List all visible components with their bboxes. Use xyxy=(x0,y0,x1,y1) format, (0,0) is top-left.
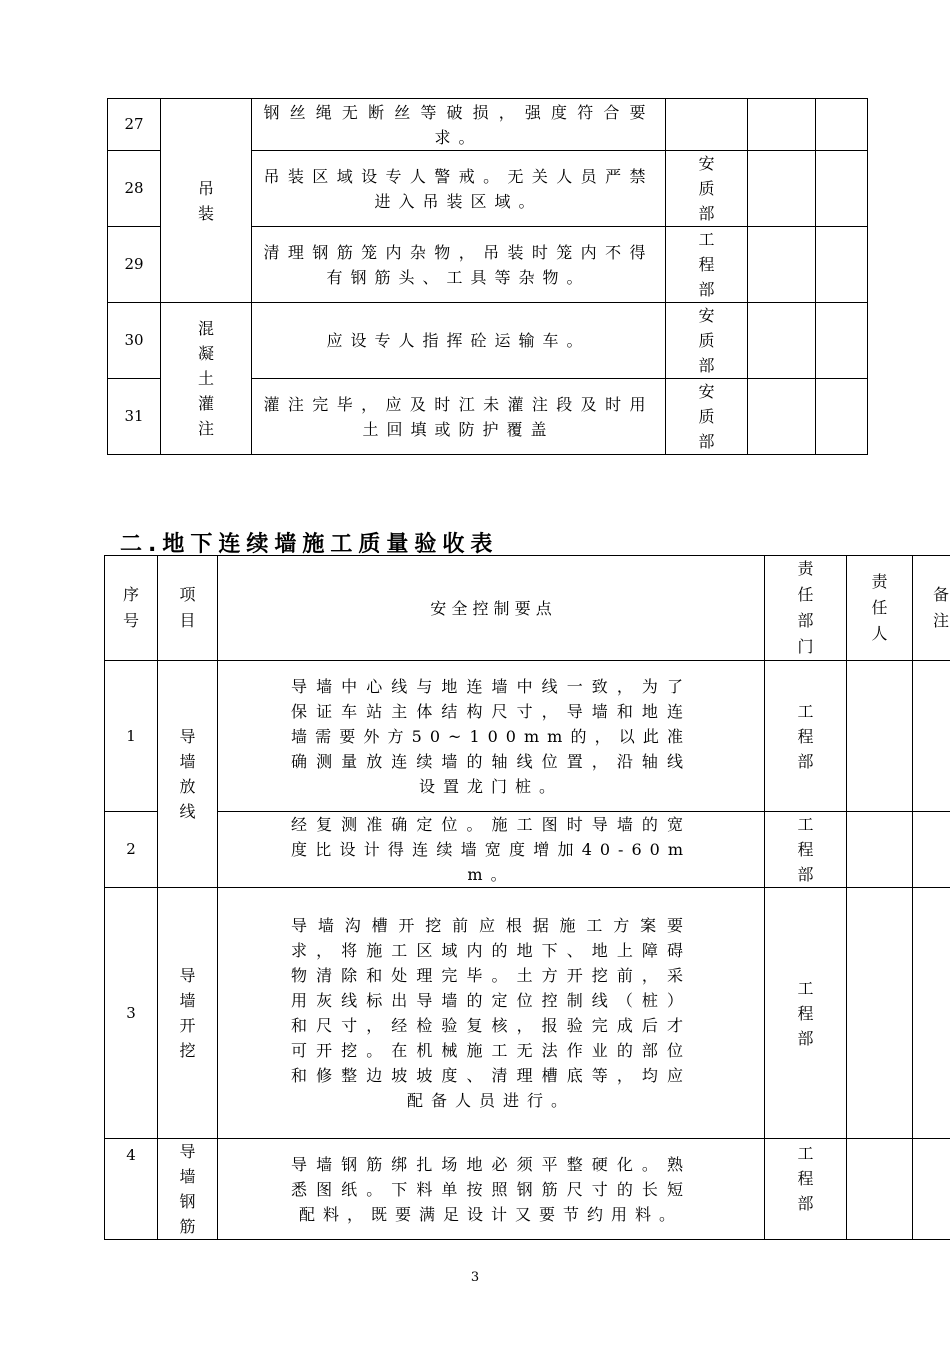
person-cell xyxy=(748,99,816,151)
person-cell xyxy=(748,151,816,227)
dept-label: 安质部 xyxy=(698,382,715,451)
dept-label: 安质部 xyxy=(698,306,715,375)
row-number: 4 xyxy=(105,1139,158,1240)
content-cell xyxy=(252,227,666,303)
dept-label: 工程部 xyxy=(797,978,814,1048)
table-row xyxy=(108,303,868,379)
diaphragm-wall-acceptance-table xyxy=(104,555,950,1240)
remark-cell xyxy=(913,888,950,1139)
dept-cell xyxy=(666,99,748,151)
group-cell xyxy=(158,661,218,888)
control-point-text: 导墙沟槽开挖前应根据施工方案要求，将施工区域内的地下、地上障碍物清除和处理完毕。土方开挖前，采用灰线标出导墙的定位控制线（桩）和尺寸，经检验复核，报验完成后才可开挖。在机械施工无法作业的部位和修整边坡坡度、清理槽底等，均应配备人员进行。 xyxy=(291,916,691,1110)
person-cell xyxy=(847,812,913,888)
dept-cell xyxy=(765,661,847,812)
remark-cell xyxy=(816,379,868,455)
person-cell xyxy=(748,379,816,455)
table-row xyxy=(105,888,950,1139)
header-person: 责任人 xyxy=(847,556,913,661)
page-number: 3 xyxy=(470,1270,480,1285)
header-remark: 备注 xyxy=(913,556,950,661)
content-cell xyxy=(218,888,765,1139)
control-point-text: 吊装区域设专人警戒。无关人员严禁进入吊装区域。 xyxy=(263,166,654,211)
remark-cell xyxy=(913,1139,950,1240)
dept-cell xyxy=(666,379,748,455)
row-number: 31 xyxy=(108,379,161,455)
remark-cell xyxy=(816,303,868,379)
person-cell xyxy=(847,661,913,812)
header-dept: 责任部门 xyxy=(765,556,847,661)
dept-label: 工程部 xyxy=(797,815,814,884)
control-point-text: 经复测准确定位。施工图时导墙的宽度比设计得连续墙宽度增加40-60mm。 xyxy=(291,815,691,884)
dept-cell xyxy=(666,151,748,227)
table-row xyxy=(105,661,950,812)
header-no: 序号 xyxy=(105,556,158,661)
group-label: 导墙钢筋 xyxy=(179,1142,196,1236)
table-header-row xyxy=(105,556,950,661)
content-cell xyxy=(252,303,666,379)
row-number: 2 xyxy=(105,812,158,888)
row-number: 1 xyxy=(105,661,158,812)
continued-safety-table xyxy=(107,98,868,455)
content-cell xyxy=(218,1139,765,1240)
dept-cell xyxy=(765,1139,847,1240)
table-row xyxy=(108,99,868,151)
row-number: 27 xyxy=(108,99,161,151)
table-row xyxy=(105,1139,950,1240)
content-cell xyxy=(218,812,765,888)
dept-cell xyxy=(765,888,847,1139)
remark-cell xyxy=(913,661,950,812)
control-point-text: 导墙中心线与地连墙中线一致，为了保证车站主体结构尺寸，导墙和地连墙需要外方50~100mm的，以此准确测量放连续墙的轴线位置，沿轴线设置龙门桩。 xyxy=(291,676,691,796)
header-control-points: 安 全 控 制 要 点 xyxy=(218,556,765,661)
group-cell xyxy=(158,1139,218,1240)
row-number: 28 xyxy=(108,151,161,227)
person-cell xyxy=(847,1139,913,1240)
table-row xyxy=(105,812,950,888)
group-label: 导墙开挖 xyxy=(179,966,196,1060)
person-cell xyxy=(748,303,816,379)
control-point-text: 钢丝绳无断丝等破损，强度符合要求。 xyxy=(263,102,654,147)
content-cell xyxy=(252,151,666,227)
remark-cell xyxy=(816,99,868,151)
group-cell xyxy=(161,303,252,455)
content-cell xyxy=(252,99,666,151)
control-point-text: 清理钢筋笼内杂物，吊装时笼内不得有钢筋头、工具等杂物。 xyxy=(263,242,654,287)
control-point-text: 灌注完毕，应及时江未灌注段及时用土回填或防护覆盖 xyxy=(263,394,654,439)
dept-cell xyxy=(666,227,748,303)
dept-cell xyxy=(666,303,748,379)
person-cell xyxy=(847,888,913,1139)
dept-label: 安质部 xyxy=(698,154,715,223)
row-number: 3 xyxy=(105,888,158,1139)
group-label: 混凝土灌注 xyxy=(198,319,215,438)
row-number: 30 xyxy=(108,303,161,379)
remark-cell xyxy=(816,227,868,303)
group-label: 导墙放线 xyxy=(179,727,196,821)
remark-cell xyxy=(913,812,950,888)
group-cell xyxy=(158,888,218,1139)
control-point-text: 应设专人指挥砼运输车。 xyxy=(326,331,591,350)
person-cell xyxy=(748,227,816,303)
group-cell xyxy=(161,99,252,303)
content-cell xyxy=(218,661,765,812)
content-cell xyxy=(252,379,666,455)
dept-label: 工程部 xyxy=(698,230,715,299)
row-number: 29 xyxy=(108,227,161,303)
remark-cell xyxy=(816,151,868,227)
dept-label: 工程部 xyxy=(797,701,814,771)
control-point-text: 导墙钢筋绑扎场地必须平整硬化。熟悉图纸。下料单按照钢筋尺寸的长短配料，既要满足设计又要节约用料。 xyxy=(291,1154,691,1224)
dept-cell xyxy=(765,812,847,888)
section-title: 二.地下连续墙施工质量验收表 xyxy=(120,532,499,557)
group-label: 吊装 xyxy=(198,178,215,223)
header-item: 项目 xyxy=(158,556,218,661)
dept-label: 工程部 xyxy=(797,1144,814,1213)
